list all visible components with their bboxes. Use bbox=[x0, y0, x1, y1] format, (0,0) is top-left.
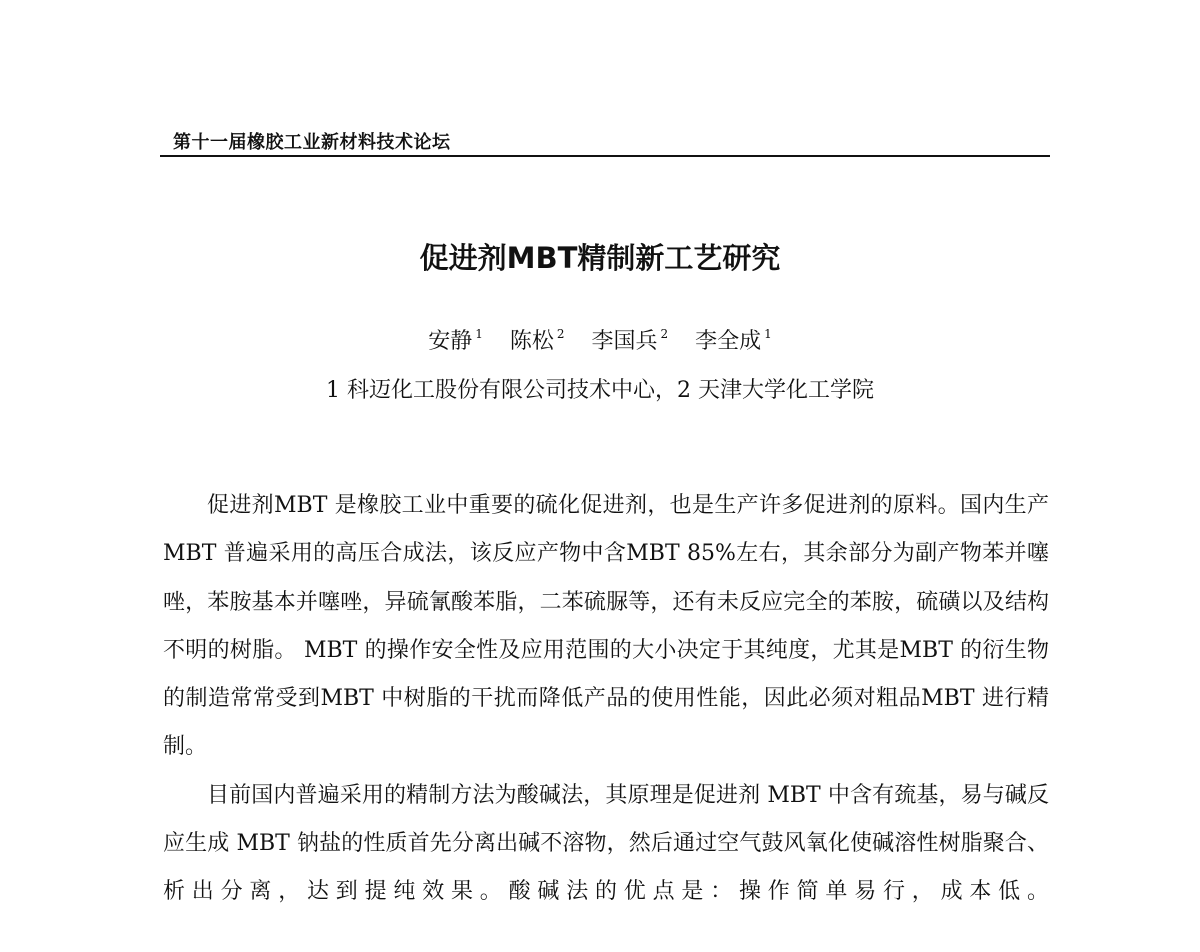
author bbox=[592, 329, 669, 354]
author-name: 陈松 bbox=[509, 329, 554, 354]
author-list bbox=[0, 324, 1200, 355]
author-affiliation-mark: 2 bbox=[660, 327, 669, 341]
body-paragraph-1: 促进剂MBT 是橡胶工业中重要的硫化促进剂，也是生产许多促进剂的原料。国内生产MBT 普遍采用的高压合成法，该反应产物中含MBT 85%左右，其余部分为副产物苯并噻唑，苯胺基本并噻唑，异硫氰酸苯脂，二苯硫脲等，还有未反应完全的苯胺，硫磺以及结构不明的树脂。 MBT 的操作安全性及应用范围的大小决定于其纯度，尤其是MBT 的衍生物的制造常常受到MBT 中树脂的干扰而降低产品的使用性能，因此必须对粗品MBT 进行精制。 bbox=[163, 493, 1049, 760]
author bbox=[695, 329, 772, 354]
header-rule bbox=[160, 155, 1050, 157]
author-affiliation-mark: 1 bbox=[764, 327, 772, 341]
affiliation-line: 1 科迈化工股份有限公司技术中心，2 天津大学化工学院 bbox=[326, 378, 874, 403]
paper-title: 促进剂MBT精制新工艺研究 bbox=[419, 241, 781, 275]
author-name: 李全成 bbox=[695, 329, 762, 354]
running-header: 第十一届橡胶工业新材料技术论坛 bbox=[173, 132, 451, 153]
author-name: 李国兵 bbox=[591, 329, 658, 354]
author bbox=[428, 329, 483, 354]
body-text bbox=[163, 482, 1049, 917]
author-name: 安静 bbox=[428, 329, 473, 354]
author-affiliation-mark: 1 bbox=[475, 327, 483, 341]
author-affiliation-mark: 2 bbox=[556, 327, 565, 341]
body-paragraph-2: 目前国内普遍采用的精制方法为酸碱法，其原理是促进剂 MBT 中含有巯基，易与碱反应生成 MBT 钠盐的性质首先分离出碱不溶物，然后通过空气鼓风氧化使碱溶性树脂聚合、析出分离，达到提纯效果。酸碱法的优点是：操作简单易行，成本低。 bbox=[163, 782, 1049, 905]
author bbox=[510, 329, 565, 354]
